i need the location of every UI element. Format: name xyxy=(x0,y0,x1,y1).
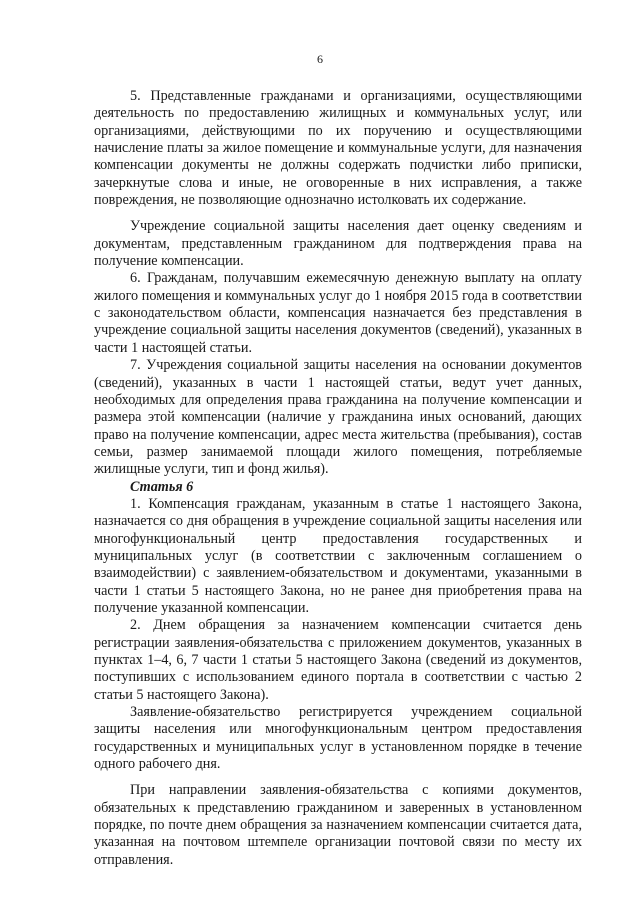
paragraph-article5-part5: 5. Представленные гражданами и организациями, осуществляющими деятельность по предоставлению жилищных и коммунальных услуг, или организациями, действующими по их поручению и осуществляющими начисление платы за жилое помещение и коммунальные услуги, для назначения компенсации документы не должны содержать подчистки либо приписки, зачеркнутые слова и иные, не оговоренные в них исправления, а также повреждения, не позволяющие однозначно истолковать их содержание. xyxy=(94,88,582,209)
article-heading: Статья 6 xyxy=(130,478,194,495)
paragraph-article6-part2: 2. Днем обращения за назначением компенсации считается день регистрации заявления-обязательства с приложением документов, указанных в пунктах 1–4, 6, 7 части 1 статьи 5 настоящего Закона (сведений из документов, поступивших с использованием единого портала в соответствии с частью 2 статьи 5 настоящего Закона). xyxy=(94,617,582,703)
document-body xyxy=(94,88,582,869)
paragraph-article5-part7: 7. Учреждения социальной защиты населения на основании документов (сведений), указанных в части 1 настоящей статьи, ведут учет данных, необходимых для определения права гражданина на получение компенсации и размера этой компенсации (наличие у гражданина иных оснований, дающих право на получение компенсации, адрес места жительства (пребывания), состав семьи, размер занимаемой площади жилого помещения, потребляемые жилищные услуги, тип и фонд жилья). xyxy=(94,357,582,478)
paragraph-article5-assessment: Учреждение социальной защиты населения дает оценку сведениям и документам, представленным гражданином для подтверждения права на получение компенсации. xyxy=(94,218,582,270)
page-number: 6 xyxy=(317,52,323,66)
paragraph-article5-part6: 6. Гражданам, получавшим ежемесячную денежную выплату на оплату жилого помещения и коммунальных услуг до 1 ноября 2015 года в соответствии с законодательством области, компенсация назначается без представления в учреждение социальной защиты населения документов (сведений), указанных в части 1 настоящей статьи. xyxy=(94,270,582,356)
paragraph-article6-registration: Заявление-обязательство регистрируется учреждением социальной защиты населения или многофункциональным центром предоставления государственных и муниципальных услуг в установленном порядке в течение одного рабочего дня. xyxy=(94,704,582,773)
paragraph-article6-postal: При направлении заявления-обязательства с копиями документов, обязательных к представлению гражданином и заверенных в установленном порядке, по почте днем обращения за назначением компенсации считается дата, указанная на почтовом штемпеле организации почтовой связи по месту их отправления. xyxy=(94,782,582,868)
paragraph-article6-part1: 1. Компенсация гражданам, указанным в статье 1 настоящего Закона, назначается со дня обращения в учреждение социальной защиты населения или многофункциональный центр предоставления государственных и муниципальных услуг (в соответствии с заключенным соглашением о взаимодействии) с заявлением-обязательством и документами, указанными в части 1 статьи 5 настоящего Закона, но не ранее дня приобретения права на получение указанной компенсации. xyxy=(94,495,582,616)
